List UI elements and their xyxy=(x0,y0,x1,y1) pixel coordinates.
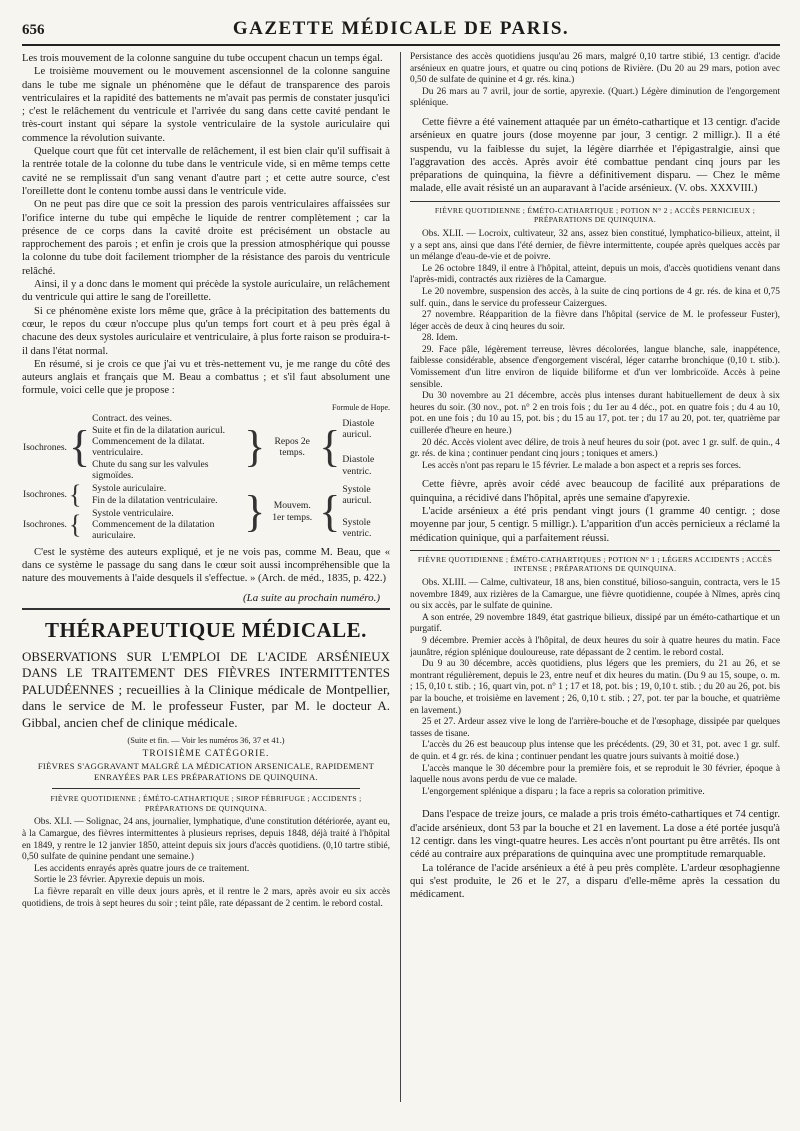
formula-item: Fin de la dilatation ventriculaire. xyxy=(92,494,218,506)
paragraph: Le 26 octobre 1849, il entre à l'hôpital, atteint, depuis un mois, d'accès quotidiens venant dans l'après-midi, contractés aux rizières de la Camargue. xyxy=(410,263,780,286)
paragraph: 28. Idem. xyxy=(422,333,458,344)
observation-heading: FIÈVRE QUOTIDIENNE ; ÉMÉTO-CATHARTIQUE ; POTION N° 2 ; ACCÈS PERNICIEUX ; PRÉPARATIONS DE QUINQUINA. xyxy=(434,205,756,225)
paragraph: Cette fièvre a été vainement attaquée par un éméto-cathartique et 13 centigr. d'acide arsénieux en quatre jours (dose moyenne par jour, 3 centigr. 2 milligr.). Il a été suspendu, vu la faiblesse du sujet, la légère diarrhée et l'épigastralgie, ainsi que l'aggravation des accès. Après avoir été combattue pendant cinq jours par les préparations de quinquina, la fièvre a définitivement disparu. — Chez le même malade, elle avait résisté un an auparavant à l'acide arsénieux. (V. obs. XXXVIII.) xyxy=(410,116,780,195)
paragraph: L'engorgement splénique a disparu ; la face a repris sa coloration primitive. xyxy=(422,786,705,797)
iso-label: Isochrones. xyxy=(23,488,67,500)
paragraph: Du 9 au 30 décembre, accès quotidiens, plus légers que les premiers, du 21 au 26, et se montrant régulièrement, depuis le 23, entre neuf et dix heures du matin. (Du 9 au 15, soupe, o. m. ; 15, 0,10 t. stib. ; 16, quart vin, pot. n° 1 ; 17 et 18, pot. bis ; 19, 0,10 t. stib. ; du 20 au 26, pot. bis par la bouche, et troisième en lavement ; 26, 0,10 t. stib. ; 27, pot. ter par la bouche, et quatrième en lavement.) xyxy=(410,659,780,716)
paragraph: Les accidents enrayés après quatre jours de ce traitement. xyxy=(34,863,250,874)
paragraph: L'accès du 26 est beaucoup plus intense que les précédents. (29, 30 et 31, pot. avec 1 gr. sulf. de quin. et 4 gr. rés. de kina ; continuer pendant les quatre jours suivants à moitié dose.) xyxy=(410,740,780,762)
formula-item: Contract. des veines. xyxy=(92,413,173,425)
paragraph: On ne peut pas dire que ce soit la pression des parois ventriculaires affaissées sur l'orifice interne du tube qui empêche le liquide de rentrer complètement ; car la présence de ce corps dans la cavité droite est précisément un obstacle au rapprochement des parois ; et enfin je crois que la pression atmosphérique qui pousse la colonne du tube doit facilement triompher de la résistance des parois du ventricule relâché. xyxy=(22,199,390,277)
page-number: 656 xyxy=(22,22,45,38)
formula-item: Commencement de la dilatat. ventriculaire. xyxy=(92,435,205,459)
paragraph: Obs. XLII. — Locroix, cultivateur, 32 ans, assez bien constitué, lymphatico-bilieux, atteint, il y a sept ans, ainsi que dans l'été dernier, de fièvre intermittente, coupée après quelques accès par un mélange d'eau-de-vie et de poivre. xyxy=(410,228,780,263)
paragraph: Obs. XLIII. — Calme, cultivateur, 18 ans, bien constitué, bilioso-sanguin, contracta, vers le 15 novembre 1849, aux rizières de la Camargue, une fièvre quotidienne, coupée à Nîmes, après cinq ou six accès, par le sulfate de quinine. xyxy=(410,578,780,612)
left-column xyxy=(22,52,390,1122)
continuation-note: (Suite et fin. — Voir les numéros 36, 37 et 41.) xyxy=(127,736,285,746)
paragraph: Le 20 novembre, suspension des accès, à la suite de cinq portions de 4 gr. rés. de kina et 0,75 sulf. quin., dans le service du professeur Caizergues. xyxy=(410,286,780,309)
paragraph: Le troisième mouvement ou le mouvement ascensionnel de la colonne sanguine dans le tube me signale un phénomène que le défaut de transparence des parois ventriculaires et la rapidité des battements ne m'avait pas permis de constater jusqu'ici ; c'est le relâchement du ventricule et l'arrivée du sang dans cette cavité pendant le très-court instant qui sépare la systole ventriculaire de la systole auriculaire qui commence la révolution suivante. xyxy=(22,66,390,144)
paragraph: Quelque court que fût cet intervalle de relâchement, il est bien clair qu'il suffisait à la rentrée totale de la colonne du tube dans le ventricule vide, si en même temps cette cavité ne se remplissait d'un sang venant d'autre part ; et cette autre source, c'est l'oreillette dont le contenu tombe aussi dans le ventricule vide. xyxy=(22,146,390,197)
formula-item: Systole ventriculaire. xyxy=(92,507,174,519)
formula-mid: Mouvem. 1er temps. xyxy=(272,500,313,523)
paragraph: Dans l'espace de treize jours, ce malade a pris trois éméto-cathartiques et 74 centigr. d'acide arsénieux, dont 53 par la bouche et 21 en lavement. La dose a été portée jusqu'à 12 centigr. dans les vingt-quatre heures. Les accès n'ont pourtant pu être arrêtés. Ils ont cédé au contraire aux préparations de quinquina avec une promptitude remarquable. xyxy=(410,809,780,861)
paragraph: Du 30 novembre au 21 décembre, accès plus intenses durant habituellement de deux à six heures du soir. (30 nov., pot. n° 2 en trois fois ; du 1er au 4 déc., pot. en quatre fois ; du 4 au 10, pot. en une fois ; du 10 au 15, pot. bis ; du 15 au 17, pot. ter ; du 17 au 20, pot. ter, quatrième par cuillerée d'heure en heure.) xyxy=(410,391,780,437)
paragraph: Cette fièvre, après avoir cédé avec beaucoup de facilité aux préparations de quinquina, a récidivé dans l'hôpital, après une semaine d'apyrexie. xyxy=(410,479,780,504)
formula-item: Chute du sang sur les valvules sigmoïdes. xyxy=(92,458,209,482)
paragraph: L'acide arsénieux a été pris pendant vingt jours (1 gramme 40 centigr. ; dose moyenne par jour, 5 centigr. 5 milligr.). L'apparition d'un accès pernicieux a réclamé la médication quinique, qui a parfaitement réussi. xyxy=(410,506,780,544)
formula-item: Commencement de la dilatation auriculaire. xyxy=(92,518,215,542)
paragraph: Persistance des accès quotidiens jusqu'au 26 mars, malgré 0,10 tartre stibié, 13 centigr. d'acide arsénieux en quatre jours, et quatre ou cinq potions de Rivière. (Du 20 au 29 mars, potion avec 0,50 de sulfate de quinine et 4 gr. rés. kina.) xyxy=(410,52,780,86)
paragraph: Du 26 mars au 7 avril, jour de sortie, apyrexie. (Quart.) Légère diminution de l'engorgement splénique. xyxy=(410,86,780,109)
section-title: THÉRAPEUTIQUE MÉDICALE. xyxy=(45,617,367,642)
paragraph: Sortie le 23 février. Apyrexie depuis un mois. xyxy=(34,875,205,886)
right-column xyxy=(410,52,780,1122)
formula-item: Systole ventric. xyxy=(342,516,372,540)
observation-heading: FIÈVRE QUOTIDIENNE ; ÉMÉTO-CATHARTIQUES ; POTION N° 1 ; LÉGERS ACCIDENTS ; ACCÈS INTENSE ; PRÉPARATIONS DE QUINQUINA. xyxy=(417,554,773,574)
section-rule xyxy=(22,608,390,610)
formula-item: Systole auriculaire. xyxy=(92,483,167,495)
formula-item: Suite et fin de la dilatation auricul. xyxy=(92,424,226,436)
formula-item: Diastole ventric. xyxy=(342,454,375,477)
formula-label: Formule de Hope. xyxy=(332,402,390,412)
paragraph: L'accès manque le 30 décembre pour la première fois, et se reproduit le 30 février, époque à laquelle nous avons perdu de vue ce malade. xyxy=(410,763,780,786)
category-title: TROISIÈME CATÉGORIE. xyxy=(142,749,270,760)
rule xyxy=(410,550,780,551)
paragraph: 9 décembre. Premier accès à l'hôpital, de deux heures du soir à quatre heures du matin. Face jaunâtre, région splénique douloureuse, rate dépassant de 2 centim. le rebord costal. xyxy=(410,636,780,658)
paragraph: Les trois mouvement de la colonne sanguine du tube occupent chacun un temps égal. xyxy=(22,53,383,64)
paragraph: La fièvre reparaît en ville deux jours après, et il rentre le 2 mars, après avoir eu six accès quotidiens, de trois à sept heures du soir ; teint pâle, rate dépassant de 2 centim. le rebord costal. xyxy=(22,886,390,909)
journal-title: GAZETTE MÉDICALE DE PARIS. xyxy=(232,18,570,39)
category-subtitle: FIÈVRES S'AGGRAVANT MALGRÉ LA MÉDICATION ARSENICALE, RAPIDEMENT ENRAYÉES PAR LES PRÉPARATIONS DE QUINQUINA. xyxy=(37,761,375,783)
hope-formula: Formule de Hope. Isochrones. { Contract. des veines. Suite et fin de la dilatation auricul. Commencement de la dilatat. ventriculaire. Chute du sang sur les valvules sigmoïdes. } Repos 2e temps. { Diastole auricul. Diastole ventric. Isochrones. { Systole auriculaire. Fin de la dilatation ventriculaire. } Mouvem. 1er temps. { Systole auricul. Systole ventric. Isochrones. { Systole ventriculaire. Commencement de la dilatation auriculaire. xyxy=(23,402,390,542)
paragraph: En résumé, si je crois ce que j'ai vu et très-nettement vu, je me range du côté des auteurs anglais et français que M. Beau a combattus ; et s'il faut absolument une formule, voici celle que je propose : xyxy=(22,358,390,397)
article-title: OBSERVATIONS SUR L'EMPLOI DE L'ACIDE ARSÉNIEUX DANS LE TRAITEMENT DES FIÈVRES INTERMITTENTES PALUDÉENNES ; recueillies à la Clinique médicale de Montpellier, dans le service de M. le professeur Fuster, par M. le docteur A. Gibbal, ancien chef de clinique médicale. xyxy=(22,648,390,730)
iso-label: Isochrones. xyxy=(23,441,67,453)
paragraph: 25 et 27. Ardeur assez vive le long de l'arrière-bouche et de l'œsophage, dissipée par quelques tasses de tisane. xyxy=(410,717,780,739)
rule xyxy=(410,201,780,202)
paragraph: Si ce phénomène existe lors même que, grâce à la précipitation des battements du cœur, le repos du cœur n'occupe plus qu'un temps fort court et à peu près égal à chacune des deux systoles auriculaire et ventriculaire, à plus forte raison se produira-t-il dans l'état normal. xyxy=(22,305,390,357)
observation-heading: FIÈVRE QUOTIDIENNE ; ÉMÉTO-CATHARTIQUE ; SIROP FÉBRIFUGE ; ACCIDENTS ; PRÉPARATIONS DE QUINQUINA. xyxy=(50,794,362,813)
paragraph: La tolérance de l'acide arsénieux a été à peu près complète. L'ardeur œsophagienne qui s'est produite, le 26 et le 27, a disparu d'elle-même après la cessation du médicament. xyxy=(410,862,780,901)
formula-item: Systole auricul. xyxy=(342,483,372,507)
paragraph: C'est le système des auteurs expliqué, et je ne vois pas, comme M. Beau, que « dans ce système le passage du sang dans le cœur soit aussi incompréhensible que la nature des mouvements à l'aide desquels il s'effectue. » (Arch. de méd., 1835, p. 422.) xyxy=(22,546,390,585)
paragraph: Obs. XLI. — Solignac, 24 ans, journalier, lymphatique, d'une constitution détériorée, ayant eu, à la Camargue, des fièvres intermittentes à plusieurs reprises, depuis 1848, déjà traité à l'hôpital en 1849, y rentre le 12 janvier 1850, atteint depuis six jours d'accès quotidiens. (0,10 tartre stibié, 0,50 sulfate de quinine pendant une semaine.) xyxy=(22,817,390,863)
to-be-continued: (La suite au prochain numéro.) xyxy=(243,591,380,604)
formula-item: Diastole auricul. xyxy=(342,417,375,440)
paragraph: 29. Face pâle, légèrement terreuse, lèvres décolorées, langue blanche, sale, inappétence, faiblesse considérable, absence d'engorgement viscéral, léger catarrhe bronchique (0,10 t. stib.). Vomissement d'un litre environ de liquide biliforme et d'un ver lombricoïde. Accès à peine sensible. xyxy=(410,344,780,390)
paragraph: A son entrée, 29 novembre 1849, état gastrique bilieux, dissipé par un éméto-cathartique et un purgatif. xyxy=(410,612,780,635)
iso-label: Isochrones. xyxy=(23,518,67,530)
paragraph: Les accès n'ont pas reparu le 15 février. Le malade a bon aspect et a repris ses forces. xyxy=(422,460,741,471)
column-divider xyxy=(400,52,401,1102)
paragraph: Ainsi, il y a donc dans le moment qui précède la systole auriculaire, un relâchement du ventricule qui attire le sang de l'oreillette. xyxy=(22,279,390,304)
paragraph: 20 déc. Accès violent avec délire, de trois à neuf heures du soir (pot. avec 1 gr. sulf. de quin., 4 gr. rés. de kina ; continuer pendant cinq jours ; toniques et amers.) xyxy=(410,437,780,460)
rule xyxy=(52,788,360,789)
paragraph: 27 novembre. Réapparition de la fièvre dans l'hôpital (service de M. le professeur Fuster), léger accès de deux à cinq heures du soir. xyxy=(410,310,780,332)
page-header xyxy=(22,18,780,46)
formula-mid: Repos 2e temps. xyxy=(274,435,310,459)
